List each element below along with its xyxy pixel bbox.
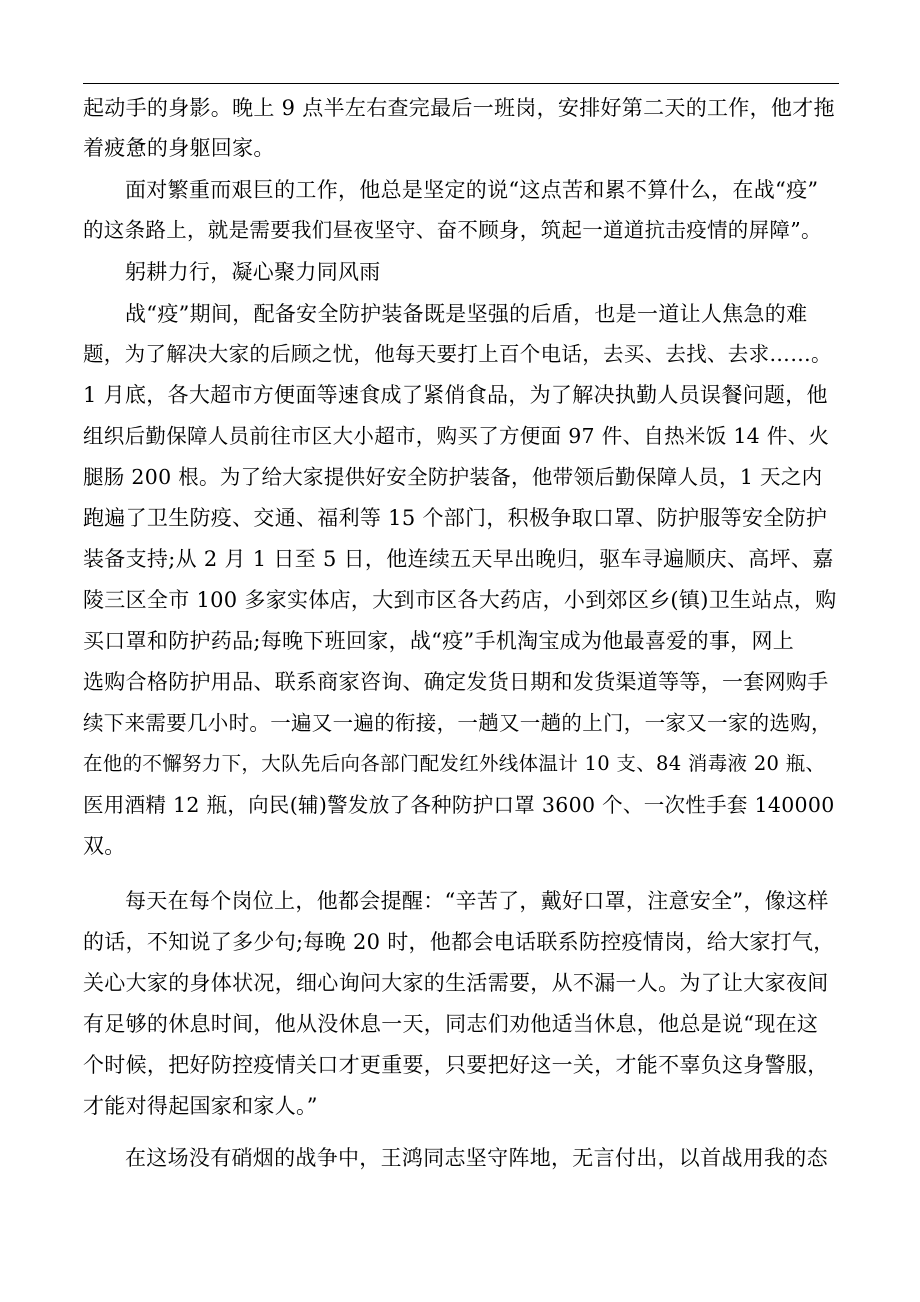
text-line: 个时候，把好防控疫情关口才更重要，只要把好这一关，才能不辜负这身警服，	[83, 1053, 829, 1077]
text-line: 关心大家的身体状况，细心询问大家的生活需要，从不漏一人。为了让大家夜间	[83, 971, 829, 995]
text-line: 跑遍了卫生防疫、交通、福利等 15 个部门，积极争取口罩、防护服等安全防护	[83, 506, 828, 530]
text-line: 陵三区全市 100 多家实体店，大到市区各大药店，小到郊区乡(镇)卫生站点，购	[83, 588, 837, 612]
text-line: 每天在每个岗位上，他都会提醒：“辛苦了，戴好口罩，注意安全”，像这样	[125, 889, 829, 913]
text-line: 买口罩和防护药品;每晚下班回家，战“疫”手机淘宝成为他最喜爱的事，网上	[83, 629, 795, 653]
text-line: 题，为了解决大家的后顾之忧，他每天要打上百个电话，去买、去找、去求……。	[83, 342, 832, 366]
text-line: 腿肠 200 根。为了给大家提供好安全防护装备，他带领后勤保障人员，1 天之内	[83, 465, 823, 489]
text-line: 续下来需要几小时。一遍又一遍的衔接，一趟又一趟的上门，一家又一家的选购，	[83, 711, 832, 735]
text-line: 医用酒精 12 瓶，向民(辅)警发放了各种防护口罩 3600 个、一次性手套 140000	[83, 793, 835, 817]
text-line: 在他的不懈努力下，大队先后向各部门配发红外线体温计 10 支、84 消毒液 20 瓶、	[83, 752, 826, 775]
header-rule	[83, 83, 839, 84]
text-line: 着疲惫的身躯回家。	[83, 136, 275, 160]
section-heading: 躬耕力行，凝心聚力同风雨	[125, 260, 381, 284]
text-line: 双。	[83, 834, 126, 858]
text-line: 装备支持;从 2 月 1 日至 5 日，他连续五天早出晚归，驱车寻遍顺庆、高坪、嘉	[83, 547, 834, 571]
text-line: 选购合格防护用品、联系商家咨询、确定发货日期和发货渠道等等，一套网购手	[83, 670, 829, 694]
text-line: 面对繁重而艰巨的工作，他总是坚定的说“这点苦和累不算什么，在战“疫”	[125, 178, 819, 202]
text-line: 才能对得起国家和家人。”	[83, 1094, 318, 1118]
text-line: 战“疫”期间，配备安全防护装备既是坚强的后盾，也是一道让人焦急的难	[125, 302, 808, 326]
text-line: 1 月底，各大超市方便面等速食成了紧俏食品，为了解决执勤人员误餐问题，他	[83, 383, 828, 407]
text-line: 在这场没有硝烟的战争中，王鸿同志坚守阵地，无言付出，以首战用我的态	[125, 1146, 828, 1170]
text-line: 起动手的身影。晚上 9 点半左右查完最后一班岗，安排好第二天的工作，他才拖	[83, 96, 835, 120]
text-line: 的这条路上，就是需要我们昼夜坚守、奋不顾身，筑起一道道抗击疫情的屏障”。	[83, 218, 822, 242]
text-line: 有足够的休息时间，他从没休息一天，同志们劝他适当休息，他总是说“现在这	[83, 1012, 819, 1036]
text-line: 组织后勤保障人员前往市区大小超市，购买了方便面 97 件、自热米饭 14 件、火	[83, 424, 830, 448]
text-line: 的话，不知说了多少句;每晚 20 时，他都会电话联系防控疫情岗，给大家打气，	[83, 930, 835, 954]
